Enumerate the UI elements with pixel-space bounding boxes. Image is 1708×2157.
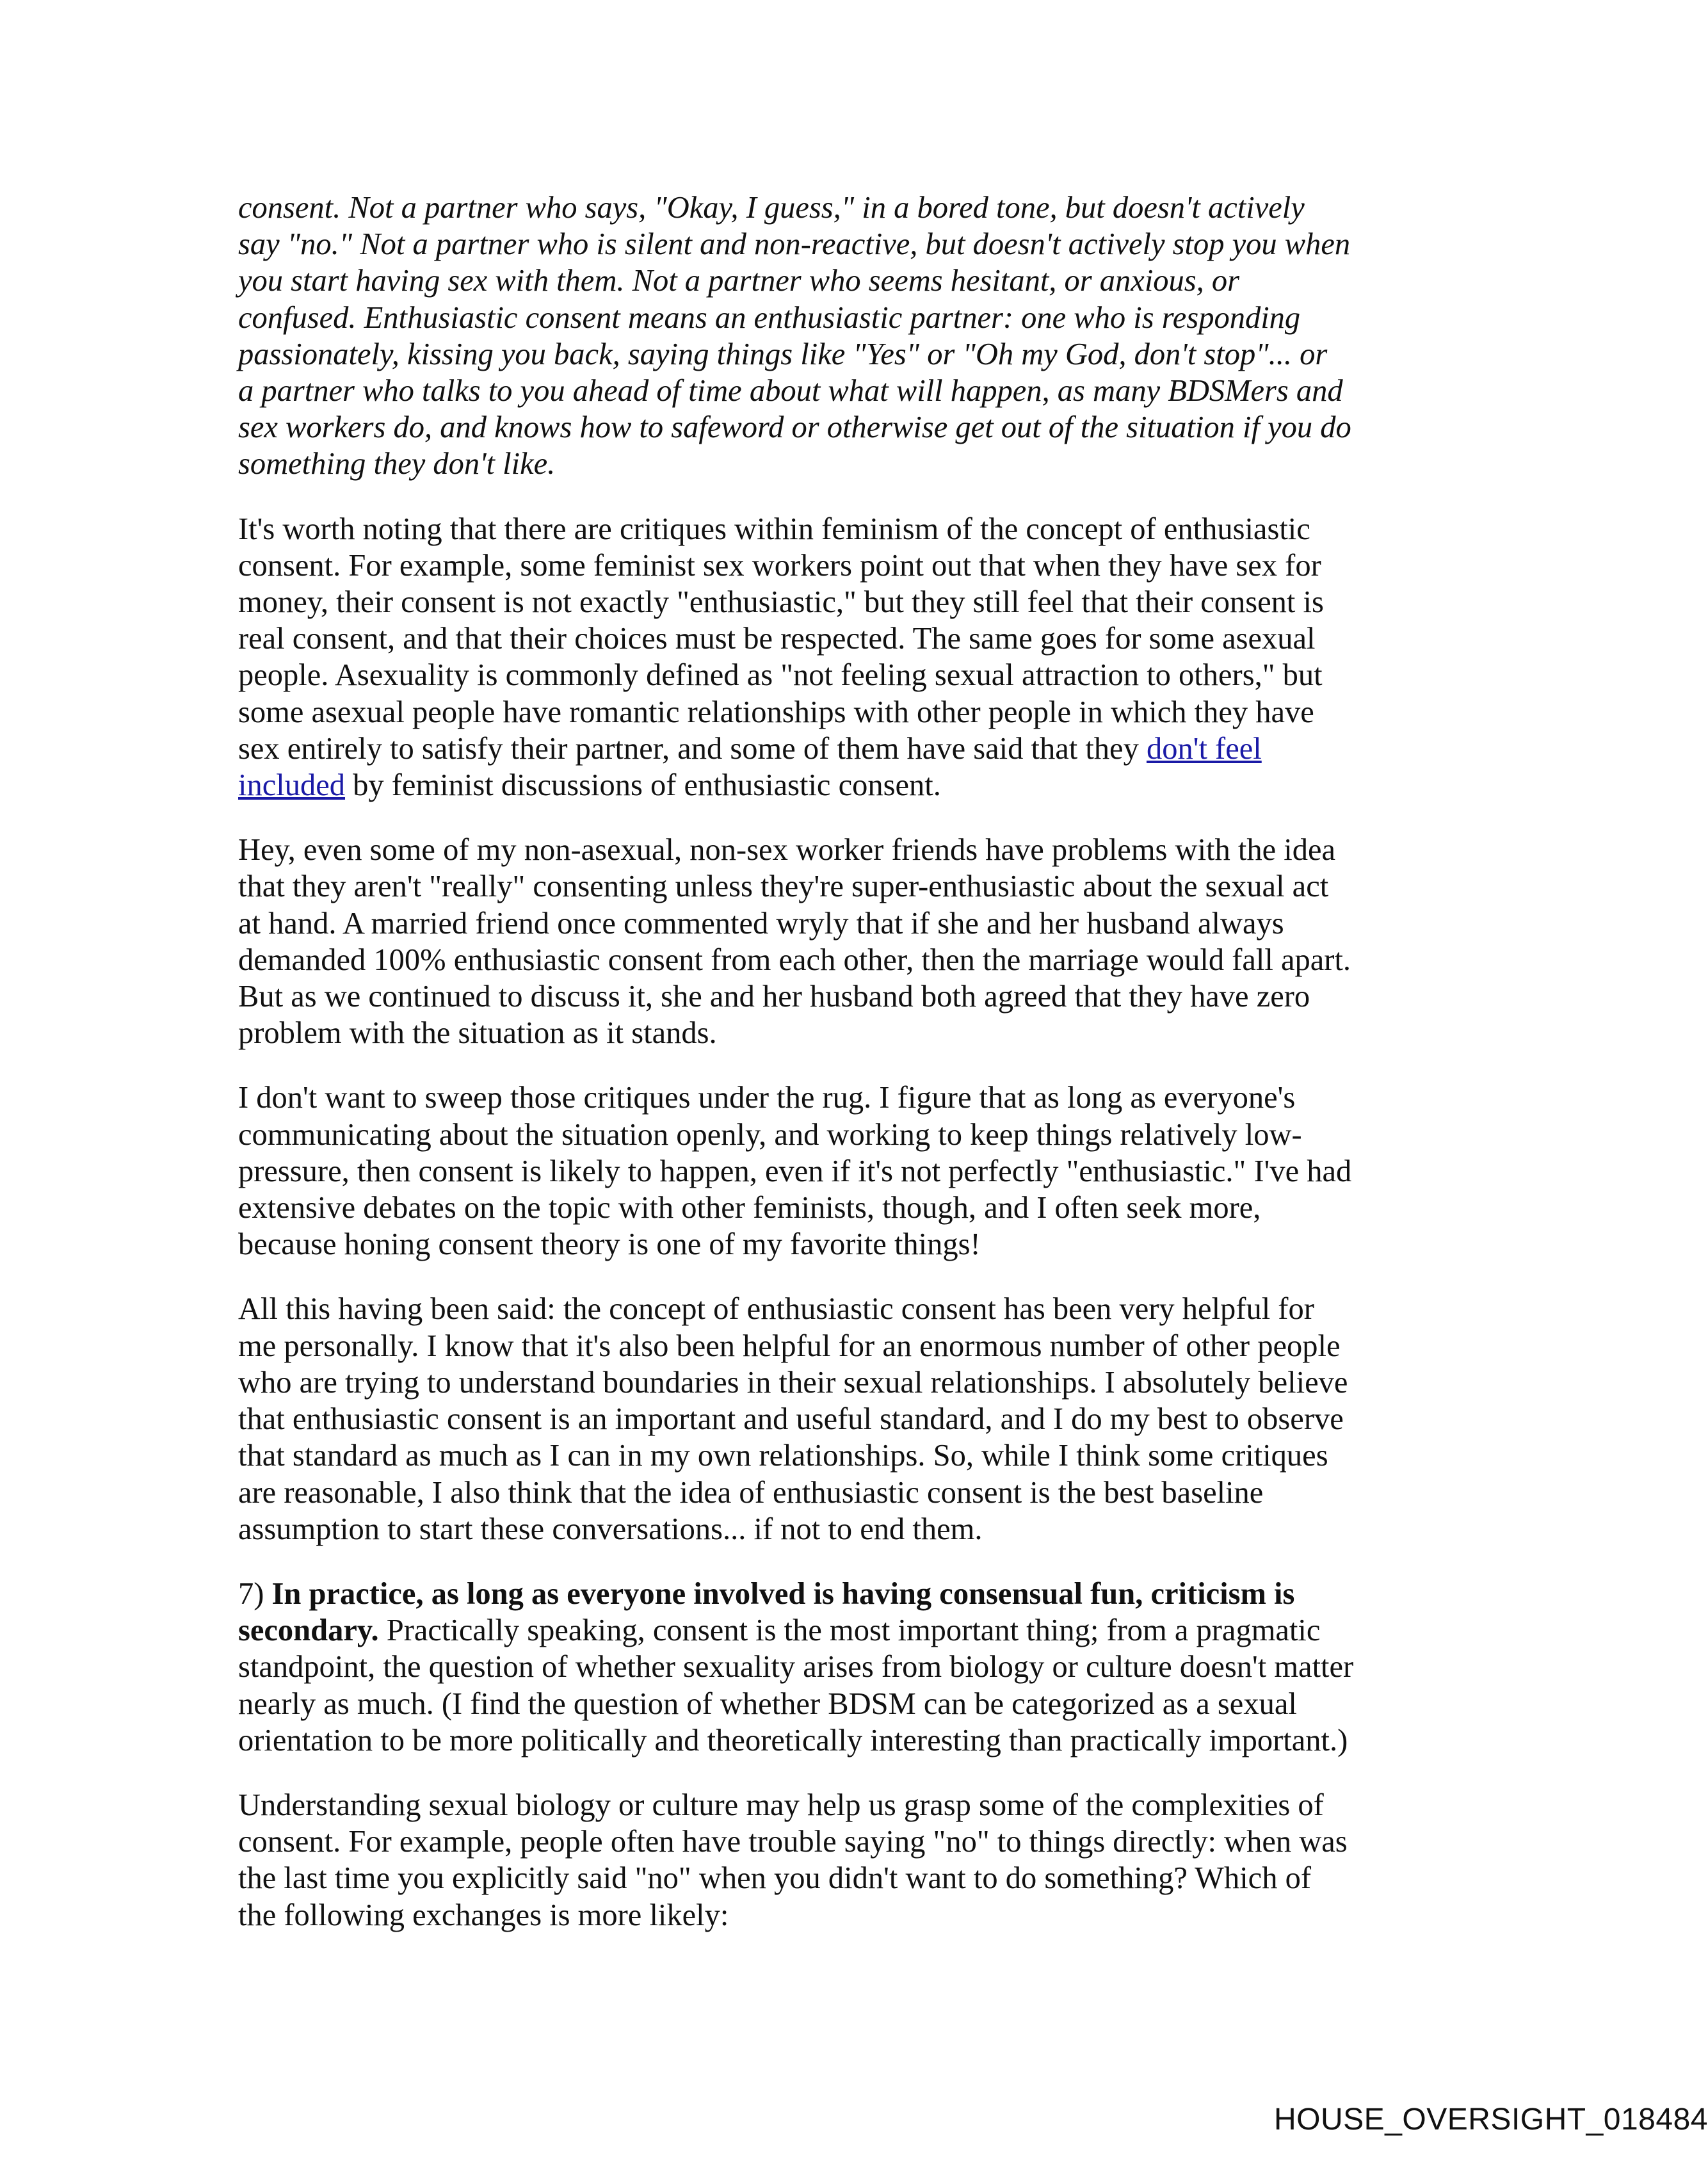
text-line: say "no." Not a partner who is silent and non-reactive, but doesn't actively stop you when [238,227,1351,262]
text-line: nearly as much. (I find the question of whether BDSM can be categorized as a sexual [238,1686,1297,1721]
point-heading-end: secondary. [238,1613,379,1648]
dont-feel-included-link-continued[interactable]: included [238,768,346,803]
paragraph-married-friend [238,832,1390,1051]
text-line [238,1576,1390,1612]
point-body-start: Practically speaking, consent is the most important thing; from a pragmatic [378,1613,1321,1648]
paragraph-understanding-biology [238,1787,1390,1934]
text-line: All this having been said: the concept of enthusiastic consent has been very helpful for [238,1292,1314,1327]
text-line: consent. For example, people often have trouble saying "no" to things directly: when was [238,1825,1348,1859]
text-line [238,731,1390,767]
text-line: because honing consent theory is one of my favorite things! [238,1227,981,1262]
paragraph-critiques [238,511,1390,804]
text-line: something they don't like. [238,447,556,481]
dont-feel-included-link[interactable]: don't feel [1146,731,1262,766]
text-line: consent. For example, some feminist sex workers point out that when they have sex for [238,548,1321,583]
text-line: real consent, and that their choices must be respected. The same goes for some asexual [238,622,1316,656]
text-line: who are trying to understand boundaries in their sexual relationships. I absolutely believe [238,1365,1348,1400]
text-line: a partner who talks to you ahead of time about what will happen, as many BDSMers and [238,374,1343,408]
text-line: It's worth noting that there are critiques within feminism of the concept of enthusiastic [238,512,1310,546]
text-line: demanded 100% enthusiastic consent from each other, then the marriage would fall apart. [238,942,1351,977]
text-line: assumption to start these conversations... if not to end them. [238,1512,983,1546]
document-body [238,190,1390,1962]
text-line: I don't want to sweep those critiques under the rug. I figure that as long as everyone's [238,1081,1296,1115]
text-line: communicating about the situation openly, and working to keep things relatively low- [238,1117,1302,1152]
text-line [238,767,1390,804]
text-line: extensive debates on the topic with other feminists, though, and I often seek more, [238,1191,1261,1225]
point-heading: In practice, as long as everyone involved is having consensual fun, criticism is [271,1576,1295,1611]
text-line: the last time you explicitly said "no" when you didn't want to do something? Which of [238,1861,1311,1896]
text-line: orientation to be more politically and theoretically interesting than practically important.) [238,1723,1348,1757]
text-line: people. Asexuality is commonly defined as "not feeling sexual attraction to others," but [238,658,1323,693]
text-line: money, their consent is not exactly "enthusiastic," but they still feel that their consent is [238,585,1324,620]
text-line: you start having sex with them. Not a partner who seems hesitant, or anxious, or [238,264,1240,298]
paragraph-sweep-critiques [238,1079,1390,1263]
text-line: passionately, kissing you back, saying things like "Yes" or "Oh my God, don't stop"... or [238,337,1328,371]
text-line: sex workers do, and knows how to safeword or otherwise get out of the situation if you do [238,410,1351,445]
text-line: are reasonable, I also think that the idea of enthusiastic consent is the best baseline [238,1475,1264,1510]
text-line: But as we continued to discuss it, she and her husband both agreed that they have zero [238,980,1310,1014]
text-line: at hand. A married friend once commented wryly that if she and her husband always [238,906,1284,941]
bates-number-footer: HOUSE_OVERSIGHT_018484 [1274,2103,1708,2137]
text-line [238,1612,1390,1649]
paragraph-enthusiastic-consent-definition [238,190,1390,483]
text-before-link: sex entirely to satisfy their partner, and some of them have said that they [238,731,1147,766]
text-line: confused. Enthusiastic consent means an enthusiastic partner: one who is responding [238,300,1301,335]
text-line: consent. Not a partner who says, "Okay, I guess," in a bored tone, but doesn't actively [238,191,1305,225]
paragraph-all-this-said [238,1291,1390,1547]
text-line: the following exchanges is more likely: [238,1898,729,1932]
text-line: pressure, then consent is likely to happen, even if it's not perfectly "enthusiastic." I've had [238,1154,1352,1188]
text-line: standpoint, the question of whether sexuality arises from biology or culture doesn't matter [238,1650,1354,1684]
text-line: me personally. I know that it's also been helpful for an enormous number of other people [238,1329,1341,1363]
text-line: that enthusiastic consent is an important and useful standard, and I do my best to observe [238,1402,1344,1437]
point-number: 7) [238,1576,272,1611]
text-line: Understanding sexual biology or culture may help us grasp some of the complexities of [238,1788,1324,1822]
text-line: that they aren't "really" consenting unless they're super-enthusiastic about the sexual act [238,869,1329,904]
text-line: problem with the situation as it stands. [238,1016,717,1051]
text-line: Hey, even some of my non-asexual, non-sex worker friends have problems with the idea [238,833,1336,868]
text-after-link: by feminist discussions of enthusiastic consent. [345,768,941,803]
paragraph-point-7 [238,1576,1390,1759]
text-line: that standard as much as I can in my own relationships. So, while I think some critiques [238,1439,1328,1473]
text-line: some asexual people have romantic relationships with other people in which they have [238,695,1314,729]
